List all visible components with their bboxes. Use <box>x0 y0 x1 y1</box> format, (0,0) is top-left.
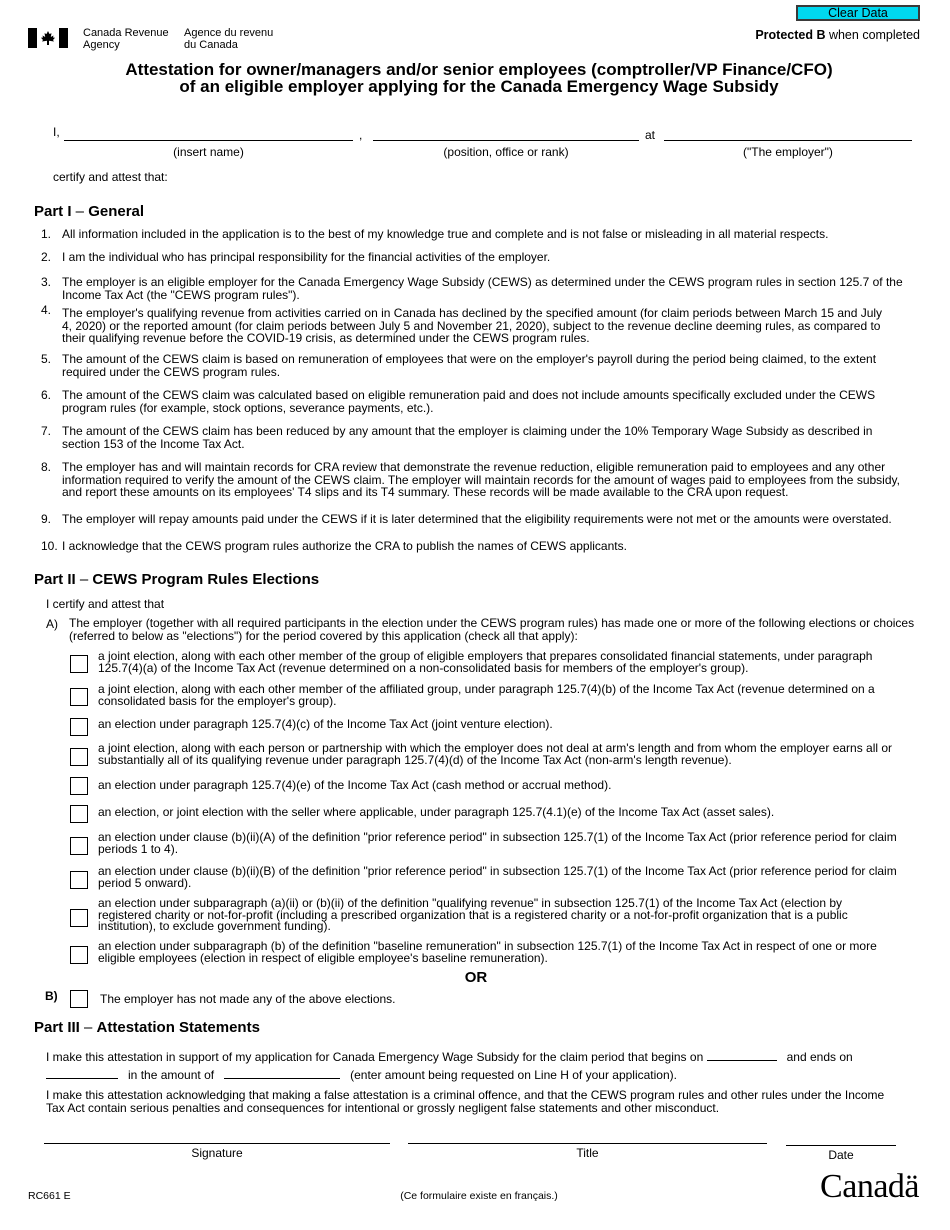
part1-item-10: 10. I acknowledge that the CEWS program rules authorize the CRA to publish the names of CEWS applicants. <box>41 539 627 553</box>
part1-item-8: 8. The employer has and will maintain records for CRA review that demonstrate the revenue reduction, eligible remuneration paid to employees and any other information required to verify the amount of the CEWS claim. The employer will maintain records for the amount of wages paid to employees from the subsidy, and report these amounts on its employees' T4 slips and its T4 summary. These records will be made available to the CRA upon request. <box>41 460 900 499</box>
title-input[interactable] <box>408 1143 767 1145</box>
election-checkbox-5[interactable] <box>70 777 88 795</box>
page-title: Attestation for owner/managers and/or senior employees (comptroller/VP Finance/CFO) of an eligible employer applying for the Canada Emergency Wage Subsidy <box>125 60 833 96</box>
election-option-4: a joint election, along with each person or partnership with which the employer does not deal at arm's length and from whom the employer earns all or substantially all of its qualifying revenue under paragraph 125.7(4)(d) of the Income Tax Act (non-arm's length revenue). <box>98 741 893 767</box>
claim-end-input[interactable] <box>46 1066 118 1079</box>
part1-item-6: 6. The amount of the CEWS claim was calculated based on eligible remuneration paid and does not include amounts specifically excluded under the CEWS program rules (for example, stock options, severance payments, etc.). <box>41 388 876 415</box>
protected-notice: Protected B when completed <box>755 28 920 42</box>
part1-item-9: 9. The employer will repay amounts paid under the CEWS if it is later determined that the eligibility requirements were not met or the amounts were overstated. <box>41 512 892 526</box>
no-election-checkbox[interactable] <box>70 990 88 1008</box>
identity-prefix: I, <box>53 125 60 139</box>
amount-input[interactable] <box>224 1066 340 1079</box>
election-checkbox-8[interactable] <box>70 871 88 889</box>
canada-flag-icon <box>28 28 68 48</box>
part2-a-text: The employer (together with all required participants in the election under the CEWS program rules) has made one or more of the following elections or choices (referred to below as "elections") for the period covered by this application (check all that apply): <box>69 616 915 643</box>
part3-acknowledgement: I make this attestation acknowledging that making a false attestation is a criminal offence, and that the CEWS program rules and other rules under the Income Tax Act contain serious penalties and consequences for intentional or grossly negligent false statements and other misconduct. <box>46 1088 885 1115</box>
position-label: (position, office or rank) <box>443 145 569 159</box>
election-checkbox-1[interactable] <box>70 655 88 673</box>
part3-amount-text: in the amount of (enter amount being requested on Line H of your application). <box>46 1066 926 1082</box>
election-checkbox-3[interactable] <box>70 718 88 736</box>
date-input[interactable] <box>786 1145 896 1147</box>
election-option-6: an election, or joint election with the seller where applicable, under paragraph 125.7(4.1)(e) of the Income Tax Act (asset sales). <box>98 805 775 819</box>
part1-heading: Part I – General <box>34 203 145 220</box>
election-option-9: an election under subparagraph (a)(ii) or (b)(ii) of the definition "qualifying revenue" in subsection 125.7(1) of the Income Tax Act (election by registered charity or not-for-profit (including a prescribed organization that is a registered charity or a not-for-profit organization that is a public institution), to exclude government funding). <box>98 896 848 933</box>
signature-input[interactable] <box>44 1143 390 1145</box>
identity-comma: , <box>359 128 363 142</box>
part2-b-label: B) <box>45 989 58 1003</box>
agency-name-fr: Agence du revenu du Canada <box>184 27 274 51</box>
agency-name-en: Canada Revenue Agency <box>83 27 169 51</box>
employer-input[interactable] <box>664 139 912 141</box>
part1-item-7: 7. The amount of the CEWS claim has been reduced by any amount that the employer is claiming under the 10% Temporary Wage Subsidy as described in section 153 of the Income Tax Act. <box>41 424 873 451</box>
part2-heading: Part II – CEWS Program Rules Elections <box>34 571 320 588</box>
identity-at: at <box>645 128 656 142</box>
election-checkbox-9[interactable] <box>70 909 88 927</box>
signature-label: Signature <box>191 1146 243 1160</box>
election-checkbox-10[interactable] <box>70 946 88 964</box>
date-label: Date <box>828 1148 854 1162</box>
position-input[interactable] <box>373 139 639 141</box>
part3-heading: Part III – Attestation Statements <box>34 1019 260 1036</box>
employer-label: ("The employer") <box>743 145 833 159</box>
title-label: Title <box>576 1146 599 1160</box>
name-input[interactable] <box>64 139 353 141</box>
name-label: (insert name) <box>173 145 244 159</box>
election-option-5: an election under paragraph 125.7(4)(e) of the Income Tax Act (cash method or accrual method). <box>98 778 612 792</box>
part2-a-label: A) <box>46 617 58 631</box>
election-option-10: an election under subparagraph (b) of the definition "baseline remuneration" in subsection 125.7(1) of the Income Tax Act in respect of one or more eligible employees (election in respect of eligible employee's baseline remuneration). <box>98 939 877 965</box>
part1-item-3: 3. The employer is an eligible employer for the Canada Emergency Wage Subsidy (CEWS) as determined under the CEWS program rules in section 125.7 of the Income Tax Act (the "CEWS program rules"). <box>41 275 903 302</box>
claim-start-input[interactable] <box>707 1048 777 1061</box>
part2-intro: I certify and attest that <box>46 597 165 611</box>
election-option-3: an election under paragraph 125.7(4)(c) of the Income Tax Act (joint venture election). <box>98 717 553 731</box>
part3-claim-period-text: I make this attestation in support of my application for Canada Emergency Wage Subsidy for the claim period that begins on and ends on <box>46 1050 853 1064</box>
or-separator: OR <box>464 969 488 986</box>
election-checkbox-6[interactable] <box>70 805 88 823</box>
part1-item-2: 2. I am the individual who has principal responsibility for the financial activities of the employer. <box>41 250 551 264</box>
french-notice: (Ce formulaire existe en français.) <box>400 1190 558 1202</box>
election-checkbox-4[interactable] <box>70 748 88 766</box>
part1-item-5: 5. The amount of the CEWS claim is based on remuneration of employees that were on the employer's payroll during the period being claimed, to the extent required under the CEWS program rules. <box>41 352 877 379</box>
election-option-2: a joint election, along with each other member of the affiliated group, under paragraph 125.7(4)(b) of the Income Tax Act (revenue determined on a consolidated basis for the employer's group). <box>98 682 875 708</box>
election-option-1: a joint election, along with each other member of the group of eligible employers that prepares consolidated financial statements, under paragraph 125.7(4)(a) of the Income Tax Act (revenue determined on a non-consolidated basis for members of the employer's group). <box>98 649 873 675</box>
clear-data-button[interactable]: Clear Data <box>796 5 920 21</box>
election-option-8: an election under clause (b)(ii)(B) of the definition "prior reference period" in subsection 125.7(1) of the Income Tax Act (prior reference period for claim period 5 onward). <box>98 864 897 890</box>
canada-wordmark: Canadä <box>820 1168 919 1205</box>
election-checkbox-7[interactable] <box>70 837 88 855</box>
part1-item-1: 1. All information included in the application is to the best of my knowledge true and complete and is not false or misleading in all material respects. <box>41 227 829 241</box>
part1-item-4: 4. The employer's qualifying revenue from activities carried on in Canada has declined by the specified amount (for claim periods between March 15 and July 4, 2020) or the reported amount (for claim periods between July 5 and November 21, 2020), subject to the revenue decline deeming rules, as compared to their qualifying revenue before the COVID-19 crisis, as determined under the CEWS program rules. <box>41 303 883 345</box>
form-code: RC661 E <box>28 1190 71 1202</box>
certify-text: certify and attest that: <box>53 170 168 184</box>
election-checkbox-2[interactable] <box>70 688 88 706</box>
part2-b-text: The employer has not made any of the above elections. <box>100 992 396 1006</box>
election-option-7: an election under clause (b)(ii)(A) of the definition "prior reference period" in subsection 125.7(1) of the Income Tax Act (prior reference period for claim periods 1 to 4). <box>98 830 897 856</box>
